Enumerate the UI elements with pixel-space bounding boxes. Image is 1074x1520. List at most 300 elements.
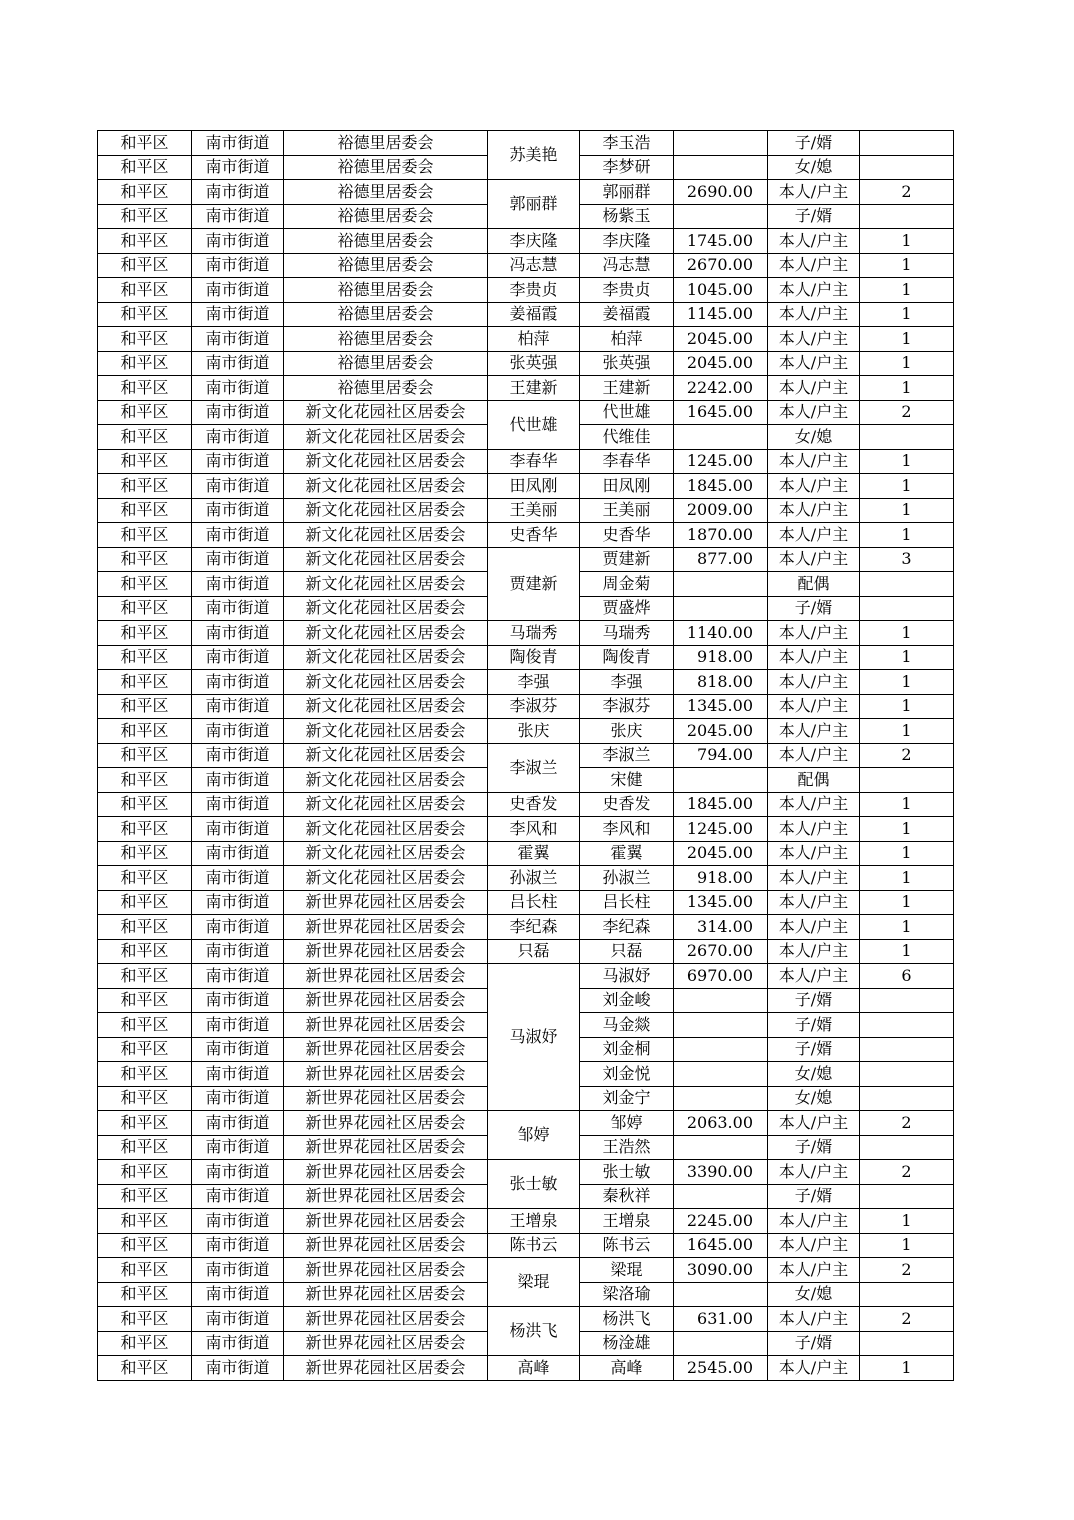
street-cell: 南市街道 (192, 253, 284, 278)
table-row (98, 694, 954, 719)
member-name-cell: 李纪森 (580, 915, 674, 940)
applicant-cell: 李庆隆 (488, 229, 580, 254)
table-row (98, 253, 954, 278)
household-size-cell: 1 (860, 621, 954, 646)
committee-cell: 裕德里居委会 (284, 302, 488, 327)
member-name-cell: 李风和 (580, 817, 674, 842)
member-name-cell: 马金燚 (580, 1013, 674, 1038)
income-cell (674, 768, 768, 793)
member-name-cell: 李庆隆 (580, 229, 674, 254)
committee-cell: 新世界花园社区居委会 (284, 1331, 488, 1356)
relation-cell: 本人/户主 (768, 327, 860, 352)
table-row (98, 719, 954, 744)
member-name-cell: 只磊 (580, 939, 674, 964)
income-cell: 877.00 (674, 547, 768, 572)
committee-cell: 新世界花园社区居委会 (284, 1282, 488, 1307)
income-cell (674, 155, 768, 180)
district-cell: 和平区 (98, 1037, 192, 1062)
table-row (98, 1356, 954, 1381)
relation-cell: 本人/户主 (768, 964, 860, 989)
income-cell: 3390.00 (674, 1160, 768, 1185)
income-cell (674, 131, 768, 156)
relation-cell: 本人/户主 (768, 523, 860, 548)
relation-cell: 本人/户主 (768, 498, 860, 523)
member-name-cell: 吕长柱 (580, 890, 674, 915)
street-cell: 南市街道 (192, 1307, 284, 1332)
applicant-cell: 张士敏 (488, 1160, 580, 1209)
committee-cell: 裕德里居委会 (284, 204, 488, 229)
household-size-cell (860, 1135, 954, 1160)
committee-cell: 新世界花园社区居委会 (284, 1037, 488, 1062)
street-cell: 南市街道 (192, 572, 284, 597)
table-row (98, 180, 954, 205)
household-size-cell: 3 (860, 547, 954, 572)
table-row (98, 1307, 954, 1332)
household-size-cell: 2 (860, 1111, 954, 1136)
member-name-cell: 陈书云 (580, 1233, 674, 1258)
household-size-cell (860, 155, 954, 180)
household-size-cell: 2 (860, 743, 954, 768)
household-size-cell: 1 (860, 1209, 954, 1234)
member-name-cell: 史香发 (580, 792, 674, 817)
district-cell: 和平区 (98, 400, 192, 425)
table-row (98, 376, 954, 401)
member-name-cell: 田凤刚 (580, 474, 674, 499)
income-cell: 314.00 (674, 915, 768, 940)
income-cell (674, 1013, 768, 1038)
street-cell: 南市街道 (192, 890, 284, 915)
household-size-cell (860, 204, 954, 229)
committee-cell: 裕德里居委会 (284, 327, 488, 352)
relation-cell: 本人/户主 (768, 792, 860, 817)
committee-cell: 新世界花园社区居委会 (284, 1233, 488, 1258)
household-size-cell: 1 (860, 890, 954, 915)
district-cell: 和平区 (98, 302, 192, 327)
district-cell: 和平区 (98, 474, 192, 499)
relation-cell: 本人/户主 (768, 449, 860, 474)
relation-cell: 本人/户主 (768, 1356, 860, 1381)
household-size-cell: 2 (860, 1258, 954, 1283)
table-row (98, 1209, 954, 1234)
relation-cell: 本人/户主 (768, 915, 860, 940)
applicant-cell: 只磊 (488, 939, 580, 964)
district-cell: 和平区 (98, 694, 192, 719)
income-cell: 918.00 (674, 866, 768, 891)
district-cell: 和平区 (98, 1062, 192, 1087)
applicant-cell: 霍翼 (488, 841, 580, 866)
district-cell: 和平区 (98, 1331, 192, 1356)
relation-cell: 女/媳 (768, 1086, 860, 1111)
member-name-cell: 杨洪飞 (580, 1307, 674, 1332)
household-size-cell: 2 (860, 400, 954, 425)
table-row (98, 915, 954, 940)
committee-cell: 新文化花园社区居委会 (284, 841, 488, 866)
street-cell: 南市街道 (192, 1331, 284, 1356)
district-cell: 和平区 (98, 1209, 192, 1234)
applicant-cell: 田凤刚 (488, 474, 580, 499)
district-cell: 和平区 (98, 572, 192, 597)
street-cell: 南市街道 (192, 229, 284, 254)
member-name-cell: 陶俊青 (580, 645, 674, 670)
income-cell: 6970.00 (674, 964, 768, 989)
applicant-cell: 孙淑兰 (488, 866, 580, 891)
applicant-cell: 李贵贞 (488, 278, 580, 303)
committee-cell: 裕德里居委会 (284, 351, 488, 376)
household-size-cell: 1 (860, 841, 954, 866)
household-size-cell (860, 1282, 954, 1307)
street-cell: 南市街道 (192, 1062, 284, 1087)
income-cell: 2245.00 (674, 1209, 768, 1234)
income-cell: 2545.00 (674, 1356, 768, 1381)
relation-cell: 子/婿 (768, 1184, 860, 1209)
member-name-cell: 姜福霞 (580, 302, 674, 327)
committee-cell: 新文化花园社区居委会 (284, 621, 488, 646)
applicant-cell: 冯志慧 (488, 253, 580, 278)
income-cell (674, 1086, 768, 1111)
applicant-cell: 柏萍 (488, 327, 580, 352)
household-size-cell (860, 1331, 954, 1356)
income-cell: 2045.00 (674, 719, 768, 744)
committee-cell: 新世界花园社区居委会 (284, 1160, 488, 1185)
district-cell: 和平区 (98, 939, 192, 964)
committee-cell: 裕德里居委会 (284, 253, 488, 278)
table-row (98, 449, 954, 474)
table-row (98, 939, 954, 964)
district-cell: 和平区 (98, 1233, 192, 1258)
district-cell: 和平区 (98, 449, 192, 474)
relation-cell: 本人/户主 (768, 890, 860, 915)
table-row (98, 547, 954, 572)
street-cell: 南市街道 (192, 425, 284, 450)
income-cell: 818.00 (674, 670, 768, 695)
household-size-cell: 1 (860, 376, 954, 401)
household-size-cell (860, 425, 954, 450)
table-row (98, 964, 954, 989)
district-cell: 和平区 (98, 523, 192, 548)
district-cell: 和平区 (98, 278, 192, 303)
street-cell: 南市街道 (192, 768, 284, 793)
committee-cell: 新文化花园社区居委会 (284, 719, 488, 744)
committee-cell: 新文化花园社区居委会 (284, 474, 488, 499)
district-cell: 和平区 (98, 792, 192, 817)
street-cell: 南市街道 (192, 1111, 284, 1136)
street-cell: 南市街道 (192, 474, 284, 499)
income-cell: 2670.00 (674, 939, 768, 964)
committee-cell: 新文化花园社区居委会 (284, 694, 488, 719)
table-row (98, 474, 954, 499)
household-table (97, 130, 954, 1381)
member-name-cell: 李贵贞 (580, 278, 674, 303)
district-cell: 和平区 (98, 596, 192, 621)
table-row (98, 1258, 954, 1283)
district-cell: 和平区 (98, 1282, 192, 1307)
relation-cell: 女/媳 (768, 425, 860, 450)
household-size-cell: 1 (860, 498, 954, 523)
household-size-cell (860, 988, 954, 1013)
member-name-cell: 李梦研 (580, 155, 674, 180)
street-cell: 南市街道 (192, 1282, 284, 1307)
relation-cell: 子/婿 (768, 1037, 860, 1062)
relation-cell: 本人/户主 (768, 351, 860, 376)
member-name-cell: 孙淑兰 (580, 866, 674, 891)
street-cell: 南市街道 (192, 817, 284, 842)
relation-cell: 本人/户主 (768, 621, 860, 646)
applicant-cell: 苏美艳 (488, 131, 580, 180)
district-cell: 和平区 (98, 547, 192, 572)
district-cell: 和平区 (98, 131, 192, 156)
committee-cell: 新文化花园社区居委会 (284, 400, 488, 425)
table-row (98, 351, 954, 376)
applicant-cell: 史香发 (488, 792, 580, 817)
applicant-cell: 梁琨 (488, 1258, 580, 1307)
district-cell: 和平区 (98, 376, 192, 401)
household-size-cell (860, 1013, 954, 1038)
income-cell: 1870.00 (674, 523, 768, 548)
applicant-cell: 李风和 (488, 817, 580, 842)
committee-cell: 新文化花园社区居委会 (284, 449, 488, 474)
relation-cell: 本人/户主 (768, 1307, 860, 1332)
committee-cell: 新世界花园社区居委会 (284, 1184, 488, 1209)
income-cell (674, 1037, 768, 1062)
committee-cell: 新世界花园社区居委会 (284, 1111, 488, 1136)
street-cell: 南市街道 (192, 670, 284, 695)
committee-cell: 新文化花园社区居委会 (284, 792, 488, 817)
member-name-cell: 贾建新 (580, 547, 674, 572)
committee-cell: 新世界花园社区居委会 (284, 1209, 488, 1234)
district-cell: 和平区 (98, 1184, 192, 1209)
income-cell (674, 1062, 768, 1087)
committee-cell: 新世界花园社区居委会 (284, 1258, 488, 1283)
street-cell: 南市街道 (192, 1233, 284, 1258)
district-cell: 和平区 (98, 621, 192, 646)
street-cell: 南市街道 (192, 449, 284, 474)
street-cell: 南市街道 (192, 1209, 284, 1234)
table-row (98, 817, 954, 842)
table-row (98, 621, 954, 646)
income-cell: 2242.00 (674, 376, 768, 401)
household-size-cell: 1 (860, 449, 954, 474)
member-name-cell: 贾盛烨 (580, 596, 674, 621)
member-name-cell: 王建新 (580, 376, 674, 401)
relation-cell: 本人/户主 (768, 400, 860, 425)
household-size-cell: 1 (860, 939, 954, 964)
income-cell: 2045.00 (674, 841, 768, 866)
district-cell: 和平区 (98, 1356, 192, 1381)
district-cell: 和平区 (98, 425, 192, 450)
relation-cell: 子/婿 (768, 988, 860, 1013)
member-name-cell: 李强 (580, 670, 674, 695)
street-cell: 南市街道 (192, 1086, 284, 1111)
member-name-cell: 马淑妤 (580, 964, 674, 989)
income-cell: 2690.00 (674, 180, 768, 205)
district-cell: 和平区 (98, 841, 192, 866)
committee-cell: 裕德里居委会 (284, 278, 488, 303)
committee-cell: 新世界花园社区居委会 (284, 890, 488, 915)
committee-cell: 新世界花园社区居委会 (284, 988, 488, 1013)
household-size-cell: 1 (860, 302, 954, 327)
district-cell: 和平区 (98, 253, 192, 278)
household-size-cell: 2 (860, 1307, 954, 1332)
committee-cell: 新世界花园社区居委会 (284, 1013, 488, 1038)
street-cell: 南市街道 (192, 719, 284, 744)
relation-cell: 子/婿 (768, 1013, 860, 1038)
household-size-cell (860, 131, 954, 156)
table-row (98, 1111, 954, 1136)
table-row (98, 131, 954, 156)
relation-cell: 子/婿 (768, 204, 860, 229)
applicant-cell: 马淑妤 (488, 964, 580, 1111)
committee-cell: 新文化花园社区居委会 (284, 547, 488, 572)
table-row (98, 229, 954, 254)
relation-cell: 本人/户主 (768, 253, 860, 278)
committee-cell: 新世界花园社区居委会 (284, 1062, 488, 1087)
income-cell: 1245.00 (674, 817, 768, 842)
income-cell: 1745.00 (674, 229, 768, 254)
street-cell: 南市街道 (192, 841, 284, 866)
relation-cell: 本人/户主 (768, 229, 860, 254)
committee-cell: 新世界花园社区居委会 (284, 964, 488, 989)
applicant-cell: 邹婷 (488, 1111, 580, 1160)
district-cell: 和平区 (98, 964, 192, 989)
table-row (98, 302, 954, 327)
income-cell (674, 596, 768, 621)
applicant-cell: 高峰 (488, 1356, 580, 1381)
committee-cell: 新文化花园社区居委会 (284, 743, 488, 768)
income-cell: 1045.00 (674, 278, 768, 303)
relation-cell: 本人/户主 (768, 376, 860, 401)
street-cell: 南市街道 (192, 1013, 284, 1038)
district-cell: 和平区 (98, 1111, 192, 1136)
street-cell: 南市街道 (192, 792, 284, 817)
applicant-cell: 李淑芬 (488, 694, 580, 719)
committee-cell: 新文化花园社区居委会 (284, 523, 488, 548)
relation-cell: 本人/户主 (768, 547, 860, 572)
applicant-cell: 姜福霞 (488, 302, 580, 327)
income-cell: 1645.00 (674, 400, 768, 425)
member-name-cell: 杨淦雄 (580, 1331, 674, 1356)
table-row (98, 743, 954, 768)
member-name-cell: 张庆 (580, 719, 674, 744)
member-name-cell: 张士敏 (580, 1160, 674, 1185)
relation-cell: 本人/户主 (768, 1258, 860, 1283)
relation-cell: 女/媳 (768, 1062, 860, 1087)
street-cell: 南市街道 (192, 988, 284, 1013)
committee-cell: 新世界花园社区居委会 (284, 1135, 488, 1160)
household-size-cell: 1 (860, 719, 954, 744)
relation-cell: 子/婿 (768, 1135, 860, 1160)
income-cell: 2009.00 (674, 498, 768, 523)
relation-cell: 本人/户主 (768, 302, 860, 327)
applicant-cell: 王增泉 (488, 1209, 580, 1234)
member-name-cell: 刘金宁 (580, 1086, 674, 1111)
district-cell: 和平区 (98, 351, 192, 376)
income-cell: 2063.00 (674, 1111, 768, 1136)
street-cell: 南市街道 (192, 1184, 284, 1209)
street-cell: 南市街道 (192, 1356, 284, 1381)
relation-cell: 本人/户主 (768, 743, 860, 768)
district-cell: 和平区 (98, 670, 192, 695)
household-size-cell (860, 768, 954, 793)
household-size-cell: 2 (860, 180, 954, 205)
table-row (98, 327, 954, 352)
income-cell: 3090.00 (674, 1258, 768, 1283)
table-body (98, 131, 954, 1381)
applicant-cell: 郭丽群 (488, 180, 580, 229)
table-row (98, 890, 954, 915)
member-name-cell: 代维佳 (580, 425, 674, 450)
income-cell: 2045.00 (674, 351, 768, 376)
member-name-cell: 李淑芬 (580, 694, 674, 719)
relation-cell: 本人/户主 (768, 278, 860, 303)
member-name-cell: 邹婷 (580, 1111, 674, 1136)
street-cell: 南市街道 (192, 327, 284, 352)
income-cell: 631.00 (674, 1307, 768, 1332)
member-name-cell: 霍翼 (580, 841, 674, 866)
street-cell: 南市街道 (192, 498, 284, 523)
applicant-cell: 史香华 (488, 523, 580, 548)
member-name-cell: 梁琨 (580, 1258, 674, 1283)
street-cell: 南市街道 (192, 400, 284, 425)
table-row (98, 498, 954, 523)
street-cell: 南市街道 (192, 302, 284, 327)
household-size-cell: 1 (860, 645, 954, 670)
income-cell: 1845.00 (674, 474, 768, 499)
income-cell: 794.00 (674, 743, 768, 768)
household-size-cell (860, 1086, 954, 1111)
household-size-cell: 1 (860, 866, 954, 891)
household-size-cell: 1 (860, 792, 954, 817)
applicant-cell: 陶俊青 (488, 645, 580, 670)
household-size-cell (860, 572, 954, 597)
income-cell: 1145.00 (674, 302, 768, 327)
relation-cell: 本人/户主 (768, 1111, 860, 1136)
relation-cell: 子/婿 (768, 1331, 860, 1356)
street-cell: 南市街道 (192, 1160, 284, 1185)
member-name-cell: 代世雄 (580, 400, 674, 425)
street-cell: 南市街道 (192, 547, 284, 572)
relation-cell: 本人/户主 (768, 1160, 860, 1185)
district-cell: 和平区 (98, 1258, 192, 1283)
applicant-cell: 李春华 (488, 449, 580, 474)
committee-cell: 裕德里居委会 (284, 376, 488, 401)
household-size-cell: 1 (860, 327, 954, 352)
committee-cell: 新文化花园社区居委会 (284, 425, 488, 450)
household-size-cell: 1 (860, 474, 954, 499)
table-row (98, 841, 954, 866)
income-cell (674, 204, 768, 229)
applicant-cell: 陈书云 (488, 1233, 580, 1258)
household-size-cell (860, 1037, 954, 1062)
table-row (98, 792, 954, 817)
applicant-cell: 杨洪飞 (488, 1307, 580, 1356)
street-cell: 南市街道 (192, 1258, 284, 1283)
member-name-cell: 李玉浩 (580, 131, 674, 156)
applicant-cell: 李强 (488, 670, 580, 695)
district-cell: 和平区 (98, 498, 192, 523)
household-size-cell: 1 (860, 915, 954, 940)
table-row (98, 1233, 954, 1258)
street-cell: 南市街道 (192, 180, 284, 205)
committee-cell: 新文化花园社区居委会 (284, 866, 488, 891)
relation-cell: 本人/户主 (768, 670, 860, 695)
income-cell: 2670.00 (674, 253, 768, 278)
income-cell (674, 572, 768, 597)
district-cell: 和平区 (98, 1013, 192, 1038)
street-cell: 南市街道 (192, 155, 284, 180)
household-size-cell: 1 (860, 1233, 954, 1258)
district-cell: 和平区 (98, 204, 192, 229)
district-cell: 和平区 (98, 719, 192, 744)
